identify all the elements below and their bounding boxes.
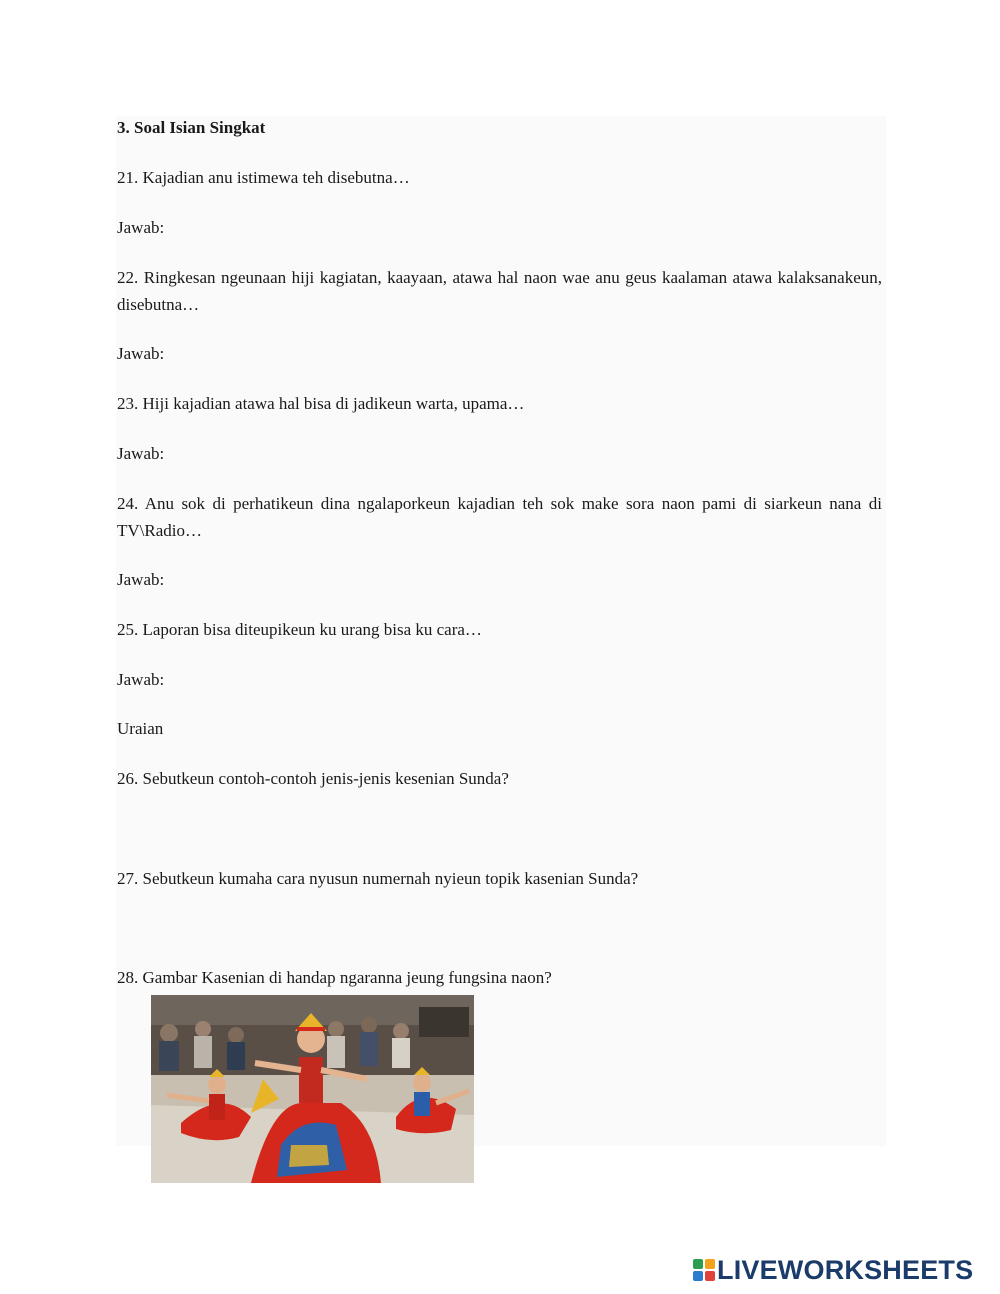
liveworksheets-logo <box>693 1256 973 1284</box>
question-27: 27. Sebutkeun kumaha cara nyusun numernah nyieun topik kasenian Sunda? <box>117 869 639 888</box>
answer-label-21: Jawab: <box>117 218 165 237</box>
liveworksheets-mark-icon <box>693 1259 715 1281</box>
question-22: 22. Ringkesan ngeunaan hiji kagiatan, kaayaan, atawa hal naon wae anu geus kaalaman atawa kalaksanakeun, disebutna… <box>117 268 882 314</box>
question-23: 23. Hiji kajadian atawa hal bisa di jadikeun warta, upama… <box>117 394 525 413</box>
question-21: 21. Kajadian anu istimewa teh disebutna… <box>117 168 410 187</box>
question-25: 25. Laporan bisa diteupikeun ku urang bisa ku cara… <box>117 620 482 639</box>
question-24: 24. Anu sok di perhatikeun dina ngalaporkeun kajadian teh sok make sora naon pami di siarkeun nana di TV\Radio… <box>117 494 882 540</box>
answer-label-24: Jawab: <box>117 570 165 589</box>
answer-label-23: Jawab: <box>117 444 165 463</box>
question-26: 26. Sebutkeun contoh-contoh jenis-jenis kesenian Sunda? <box>117 769 509 788</box>
section-title: 3. Soal Isian Singkat <box>117 118 266 137</box>
answer-label-22: Jawab: <box>117 344 165 363</box>
answer-label-25: Jawab: <box>117 670 165 689</box>
essay-label: Uraian <box>117 719 164 738</box>
sundanese-dance-photo <box>151 995 474 1183</box>
brand-name: LIVEWORKSHEETS <box>717 1254 974 1285</box>
question-28: 28. Gambar Kasenian di handap ngaranna jeung fungsina naon? <box>117 968 552 987</box>
